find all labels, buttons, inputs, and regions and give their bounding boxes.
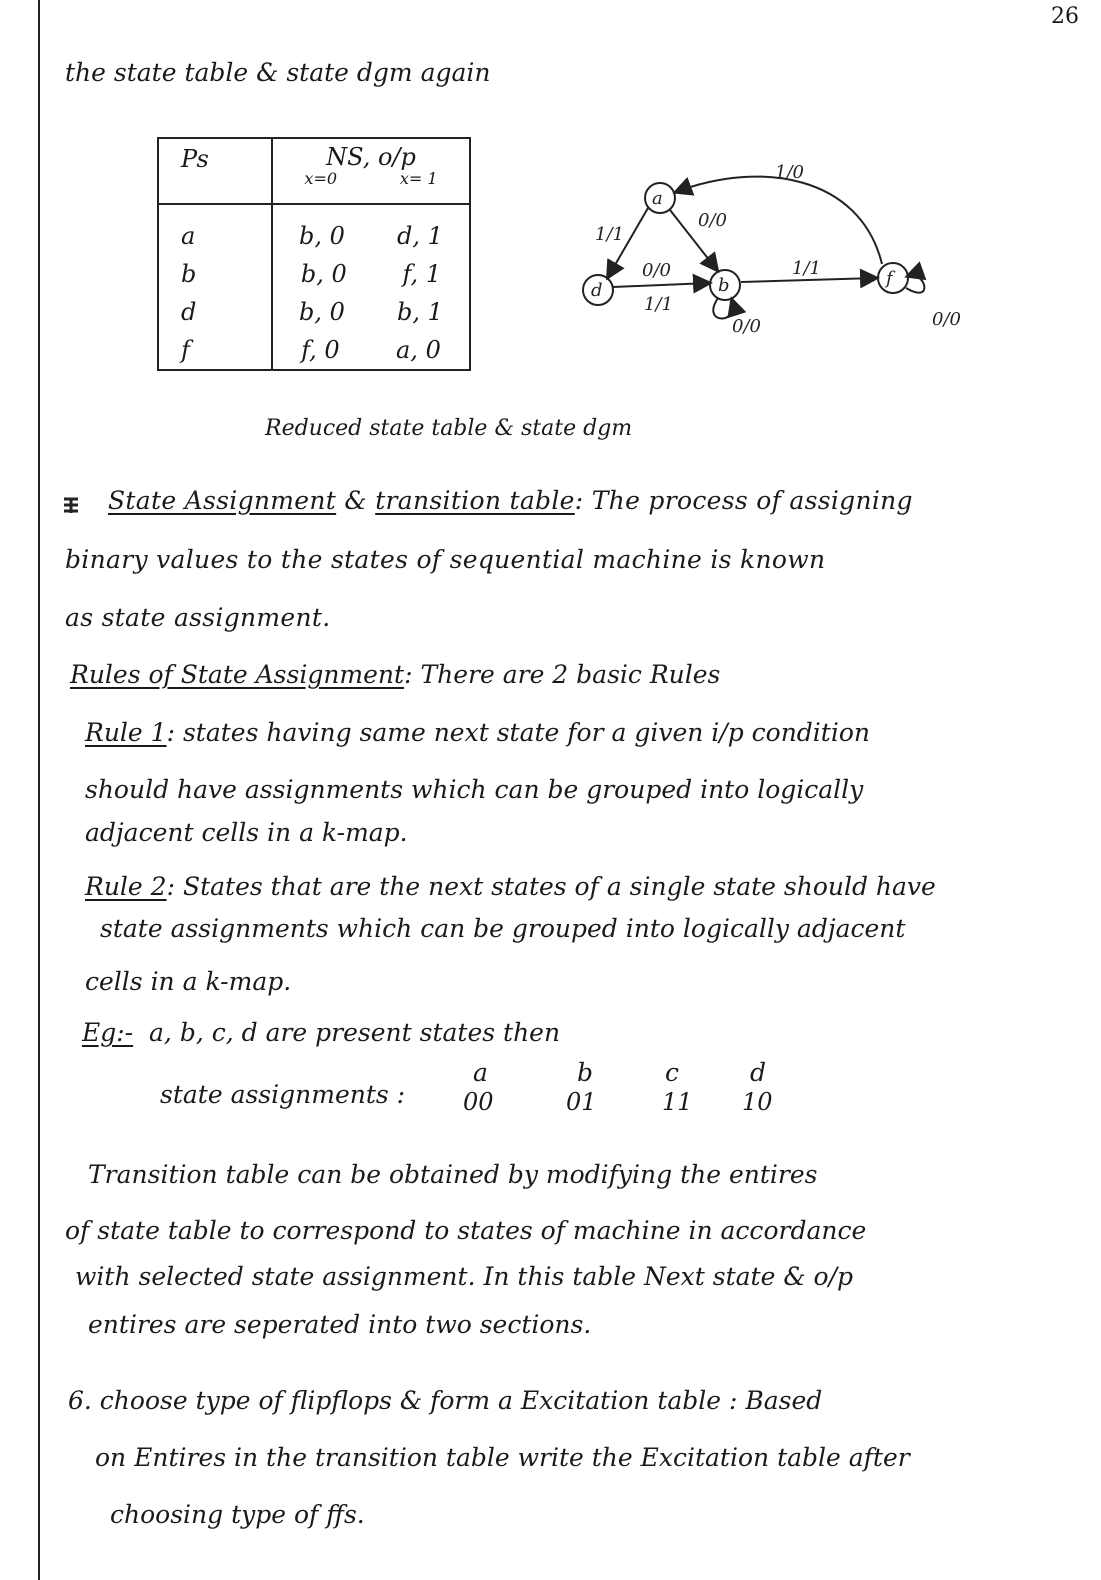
table-row-ns bbox=[272, 255, 470, 293]
rules-heading-line bbox=[70, 660, 720, 689]
rules-heading: Rules of State Assignment bbox=[70, 660, 405, 689]
section-colon: : bbox=[574, 486, 592, 515]
assign-state-a: a bbox=[473, 1058, 488, 1087]
assign-state-c: c bbox=[665, 1058, 680, 1087]
table-row-ps: b bbox=[158, 255, 272, 293]
table-row-ps: d bbox=[158, 293, 272, 331]
rule1-label: Rule 1 bbox=[85, 718, 167, 747]
title-joiner: & bbox=[336, 486, 376, 515]
ns-x0: b, 0 bbox=[299, 298, 345, 326]
rule1-text1: : states having same next state for a given i/p condition bbox=[166, 718, 870, 747]
transition-line1: Transition table can be obtained by modifying the entires bbox=[88, 1160, 818, 1189]
assign-code-c: 11 bbox=[662, 1088, 693, 1116]
state-table bbox=[157, 137, 471, 371]
assign-code-a: 00 bbox=[463, 1088, 494, 1116]
header-ns bbox=[272, 138, 470, 204]
rule1-line2: should have assignments which can be grouped into logically bbox=[85, 775, 864, 804]
section-line3: as state assignment. bbox=[65, 603, 331, 632]
section-line1-rest: The process of assigning bbox=[591, 486, 913, 515]
example-line bbox=[82, 1018, 560, 1047]
rule1-line3: adjacent cells in a k-map. bbox=[85, 818, 408, 847]
edge-b-self bbox=[713, 298, 733, 319]
table-row-ns bbox=[272, 204, 470, 255]
ns-x1: f, 1 bbox=[402, 260, 442, 288]
node-b bbox=[710, 270, 740, 300]
node-f bbox=[878, 263, 908, 293]
step6-line2: on Entires in the transition table write the Excitation table after bbox=[95, 1443, 910, 1472]
rule1-line1 bbox=[85, 718, 870, 747]
svg-text:b: b bbox=[718, 275, 730, 296]
transition-line2: of state table to correspond to states of machine in accordance bbox=[65, 1216, 867, 1245]
step6-line3: choosing type of ffs. bbox=[110, 1500, 365, 1529]
table-row-ns bbox=[272, 331, 470, 370]
label-d-b-top: 0/0 bbox=[642, 260, 671, 281]
ns-x0: f, 0 bbox=[301, 336, 340, 364]
header-x1: x= 1 bbox=[399, 169, 438, 188]
transition-line3: with selected state assignment. In this table Next state & o/p bbox=[75, 1262, 854, 1291]
section-title-line bbox=[108, 486, 913, 515]
margin-line bbox=[38, 0, 40, 1580]
header-ps: Ps bbox=[158, 138, 272, 204]
section-mark-icon bbox=[62, 497, 80, 515]
assign-label: state assignments : bbox=[160, 1080, 406, 1109]
svg-text:a: a bbox=[652, 188, 663, 209]
section-line2: binary values to the states of sequential machine is known bbox=[65, 545, 826, 574]
ns-x0: b, 0 bbox=[299, 222, 345, 250]
label-f-a: 1/0 bbox=[775, 162, 804, 183]
rule2-label: Rule 2 bbox=[85, 872, 167, 901]
assign-code-b: 01 bbox=[566, 1088, 597, 1116]
svg-text:d: d bbox=[591, 280, 603, 301]
table-row-ps: a bbox=[158, 204, 272, 255]
label-a-d: 1/1 bbox=[595, 224, 624, 245]
ns-x1: b, 1 bbox=[397, 298, 443, 326]
table-row-ns bbox=[272, 293, 470, 331]
header-ns-label: NS, o/p bbox=[326, 143, 416, 171]
rule2-line1 bbox=[85, 872, 936, 901]
section-title-2: transition table bbox=[375, 486, 575, 515]
assign-state-b: b bbox=[577, 1058, 594, 1087]
label-f-self: 0/0 bbox=[932, 309, 961, 330]
assign-code-d: 10 bbox=[742, 1088, 773, 1116]
step6-line1: 6. choose type of flipflops & form a Excitation table : Based bbox=[68, 1386, 823, 1415]
example-text: a, b, c, d are present states then bbox=[149, 1018, 561, 1047]
ns-x0: b, 0 bbox=[300, 260, 347, 288]
table-row-ps: f bbox=[158, 331, 272, 370]
rule2-line2: state assignments which can be grouped into logically adjacent bbox=[100, 914, 906, 943]
node-a bbox=[645, 183, 675, 213]
header-x0: x=0 bbox=[304, 169, 338, 188]
label-a-b: 0/0 bbox=[698, 210, 727, 231]
diagram-caption: Reduced state table & state dgm bbox=[265, 416, 633, 441]
node-d bbox=[583, 275, 613, 305]
rule2-line3: cells in a k-map. bbox=[85, 967, 292, 996]
label-b-f: 1/1 bbox=[792, 258, 821, 279]
assign-state-d: d bbox=[750, 1058, 767, 1087]
intro-text: the state table & state dgm again bbox=[65, 58, 491, 87]
rules-heading-rest: : There are 2 basic Rules bbox=[404, 660, 721, 689]
rule2-text1: : States that are the next states of a single state should have bbox=[166, 872, 936, 901]
page-number: 26 bbox=[1051, 4, 1079, 29]
label-d-b-bottom: 1/1 bbox=[644, 294, 673, 315]
svg-text:f: f bbox=[886, 268, 893, 289]
edge-d-b bbox=[613, 283, 709, 287]
transition-line4: entires are seperated into two sections. bbox=[88, 1310, 592, 1339]
state-diagram bbox=[560, 140, 980, 360]
label-b-self: 0/0 bbox=[732, 316, 761, 337]
ns-x1: a, 0 bbox=[396, 336, 441, 364]
example-label: Eg:- bbox=[82, 1018, 134, 1047]
section-title: State Assignment bbox=[108, 486, 337, 515]
ns-x1: d, 1 bbox=[397, 222, 443, 250]
